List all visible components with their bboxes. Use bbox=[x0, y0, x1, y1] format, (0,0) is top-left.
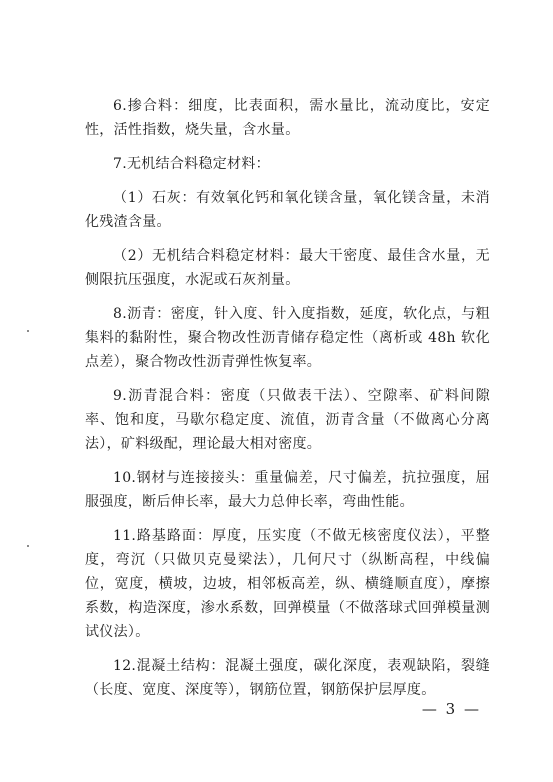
paragraph-asphalt-mixture: 9.沥青混合料：密度（只做表干法）、空隙率、矿料间隙率、饱和度，马歇尔稳定度、流值，沥青含量（不做离心分离法），矿料级配，理论最大相对密度。 bbox=[85, 388, 490, 452]
paragraph-inorganic-binder-heading: 7.无机结合料稳定材料： bbox=[113, 156, 270, 172]
paragraph-admixture: 6.掺合料：细度，比表面积，需水量比，流动度比，安定性，活性指数，烧失量，含水量。 bbox=[85, 98, 490, 138]
paragraph-asphalt: 8.沥青：密度，针入度、针入度指数，延度，软化点，与粗集料的黏附性，聚合物改性沥青储存稳定性（离析或 48h 软化点差），聚合物改性沥青弹性恢复率。 bbox=[85, 306, 490, 370]
margin-mark bbox=[27, 330, 29, 332]
document-body bbox=[85, 94, 490, 712]
paragraph-concrete-structure: 12.混凝土结构：混凝土强度，碳化深度，表观缺陷，裂缝（长度、宽度、深度等），钢筋位置，钢筋保护层厚度。 bbox=[85, 658, 490, 698]
paragraph-steel-connections: 10.钢材与连接接头：重量偏差，尺寸偏差，抗拉强度，屈服强度，断后伸长率，最大力总伸长率，弯曲性能。 bbox=[85, 470, 490, 510]
paragraph-stabilized-material: （2）无机结合料稳定材料：最大干密度、最佳含水量，无侧限抗压强度，水泥或石灰剂量。 bbox=[85, 248, 490, 288]
margin-mark bbox=[27, 545, 29, 547]
page-number: — 3 — bbox=[421, 700, 481, 718]
paragraph-subgrade-pavement: 11.路基路面：厚度，压实度（不做无核密度仪法），平整度，弯沉（只做贝克曼梁法），几何尺寸（纵断高程，中线偏位，宽度，横坡，边坡，相邻板高差，纵、横缝顺直度），摩擦系数，构造深度，渗水系数，回弹模量（不做落球式回弹模量测试仪法）。 bbox=[85, 528, 490, 640]
paragraph-lime: （1）石灰：有效氧化钙和氧化镁含量，氧化镁含量，未消化残渣含量。 bbox=[85, 190, 490, 230]
